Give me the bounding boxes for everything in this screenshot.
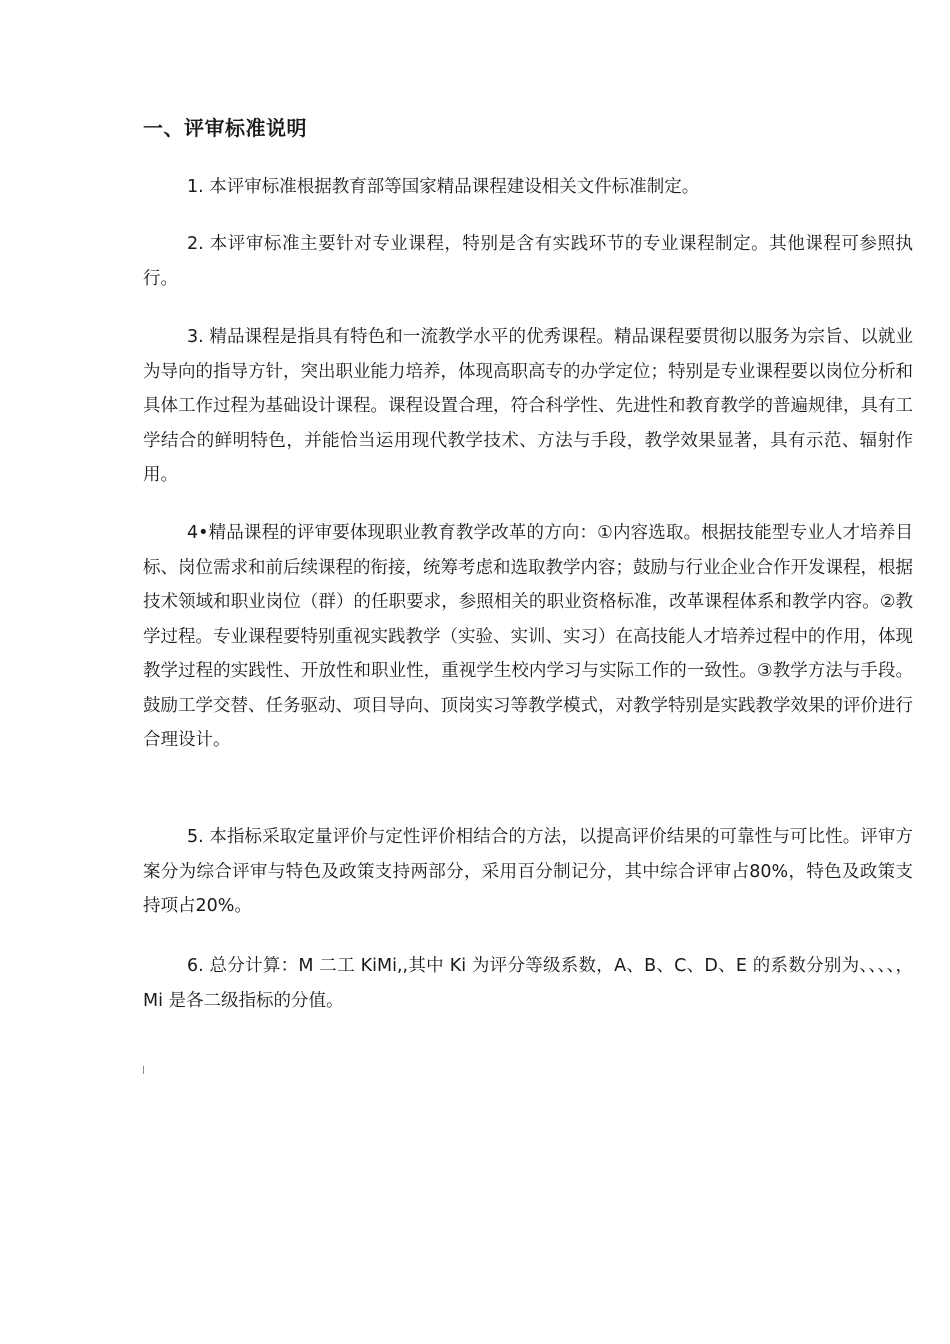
- paragraph-4: 4•精品课程的评审要体现职业教育教学改革的方向：①内容选取。根据技能型专业人才培养目标、岗位需求和前后续课程的衔接，统筹考虑和选取教学内容；鼓励与行业企业合作开发课程，根据技术领域和职业岗位（群）的任职要求，参照相关的职业资格标准，改革课程体系和教学内容。②教学过程。专业课程要特别重视实践教学（实验、实训、实习）在高技能人才培养过程中的作用，体现教学过程的实践性、开放性和职业性，重视学生校内学习与实际工作的一致性。③教学方法与手段。鼓励工学交替、任务驱动、项目导向、顶岗实习等教学模式，对教学特别是实践教学效果的评价进行合理设计。: [143, 523, 913, 750]
- paragraph-6: 6. 总分计算：M 二工 KiMi,,其中 Ki 为评分等级系数，A、B、C、D、E 的系数分别为、、、、，Mi 是各二级指标的分值。: [143, 956, 913, 1011]
- cursor-mark: [143, 1066, 144, 1074]
- paragraph-3: 3. 精品课程是指具有特色和一流教学水平的优秀课程。精品课程要贯彻以服务为宗旨、以就业为导向的指导方针，突出职业能力培养，体现高职高专的办学定位；特别是专业课程要以岗位分析和具体工作过程为基础设计课程。课程设置合理，符合科学性、先进性和教育教学的普遍规律，具有工学结合的鲜明特色，并能恰当运用现代教学技术、方法与手段，教学效果显著，具有示范、辐射作用。: [143, 327, 913, 485]
- paragraph-5: 5. 本指标采取定量评价与定性评价相结合的方法，以提高评价结果的可靠性与可比性。评审方案分为综合评审与特色及政策支持两部分，采用百分制记分，其中综合评审占80%，特色及政策支持项占20%。: [143, 827, 913, 916]
- paragraph-1: 1. 本评审标准根据教育部等国家精品课程建设相关文件标准制定。: [187, 177, 700, 197]
- section-heading: 一、评审标准说明: [143, 116, 307, 140]
- paragraph-2: 2. 本评审标准主要针对专业课程，特别是含有实践环节的专业课程制定。其他课程可参照执行。: [143, 234, 913, 289]
